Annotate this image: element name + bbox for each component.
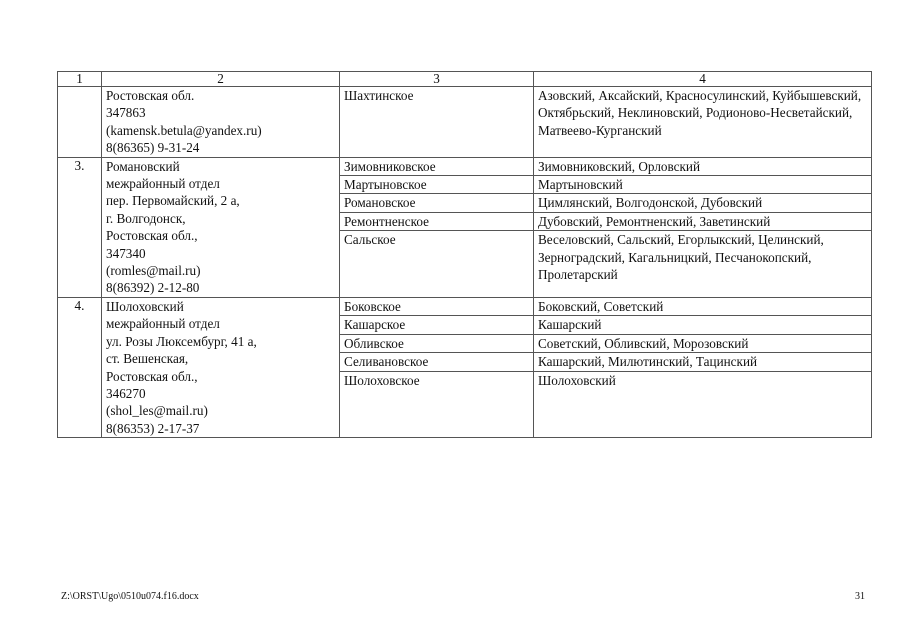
forestry-name: Обливское [340, 334, 533, 352]
forestry-name: Романовское [340, 193, 533, 211]
document-table [57, 71, 872, 438]
districts-text: Веселовский, Сальский, Егорлыкский, Целинский, Зерноградский, Кагальницкий, Песчанокопский, Пролетарский [534, 230, 871, 283]
forestry-name: Шахтинское [344, 88, 414, 103]
districts-text: Зимовниковский, Орловский [538, 158, 701, 174]
header-cell-2: 2 [102, 72, 340, 87]
footer-page-number: 31 [855, 591, 865, 602]
districts-text: Боковский, Советский [538, 298, 664, 314]
districts-text: Мартыновский [534, 175, 871, 193]
forestry-name: Селивановское [340, 352, 533, 370]
forestry-name: Сальское [340, 230, 533, 248]
districts-text: Советский, Обливский, Морозовский [534, 334, 871, 352]
header-cell-1: 1 [58, 72, 102, 87]
districts-cell [534, 297, 872, 437]
footer-file-path: Z:\ORST\Ugo\0510u074.f16.docx [61, 591, 199, 602]
forestry-name: Кашарское [340, 315, 533, 333]
districts-text: Цимлянский, Волгодонской, Дубовский [534, 193, 871, 211]
office-address-cell: Ростовская обл. 347863 (kamensk.betula@yandex.ru) 8(86365) 9-31-24 [102, 87, 340, 158]
districts-text: Кашарский [534, 315, 871, 333]
districts-text: Азовский, Аксайский, Красносулинский, Куйбышевский, Октябрьский, Неклиновский, Родионово-Несветайский, Матвеево-Курганский [538, 88, 862, 138]
districts-cell [534, 87, 872, 158]
forestry-name: Шолоховское [340, 371, 533, 389]
table-row [58, 297, 872, 437]
row-number: 3. [58, 157, 102, 297]
row-number [58, 87, 102, 158]
districts-cell [534, 157, 872, 297]
forestry-cell [340, 87, 534, 158]
forestry-name: Боковское [344, 298, 401, 314]
table-row [58, 87, 872, 158]
forestry-cell [340, 297, 534, 437]
forestry-name: Мартыновское [340, 175, 533, 193]
header-row [58, 72, 872, 87]
office-address-cell: Романовский межрайонный отдел пер. Первомайский, 2 а, г. Волгодонск, Ростовская обл., 347340 (romles@mail.ru) 8(86392) 2-12-80 [102, 157, 340, 297]
forestry-cell [340, 157, 534, 297]
office-address-cell: Шолоховский межрайонный отдел ул. Розы Люксембург, 41 а, ст. Вешенская, Ростовская обл., 346270 (shol_les@mail.ru) 8(86353) 2-17-37 [102, 297, 340, 437]
table-row [58, 157, 872, 297]
districts-text: Шолоховский [534, 371, 871, 389]
districts-text: Дубовский, Ремонтненский, Заветинский [534, 212, 871, 230]
forestry-name: Зимовниковское [344, 158, 436, 174]
row-number: 4. [58, 297, 102, 437]
districts-text: Кашарский, Милютинский, Тацинский [534, 352, 871, 370]
header-cell-4: 4 [534, 72, 872, 87]
header-cell-3: 3 [340, 72, 534, 87]
forestry-name: Ремонтненское [340, 212, 533, 230]
